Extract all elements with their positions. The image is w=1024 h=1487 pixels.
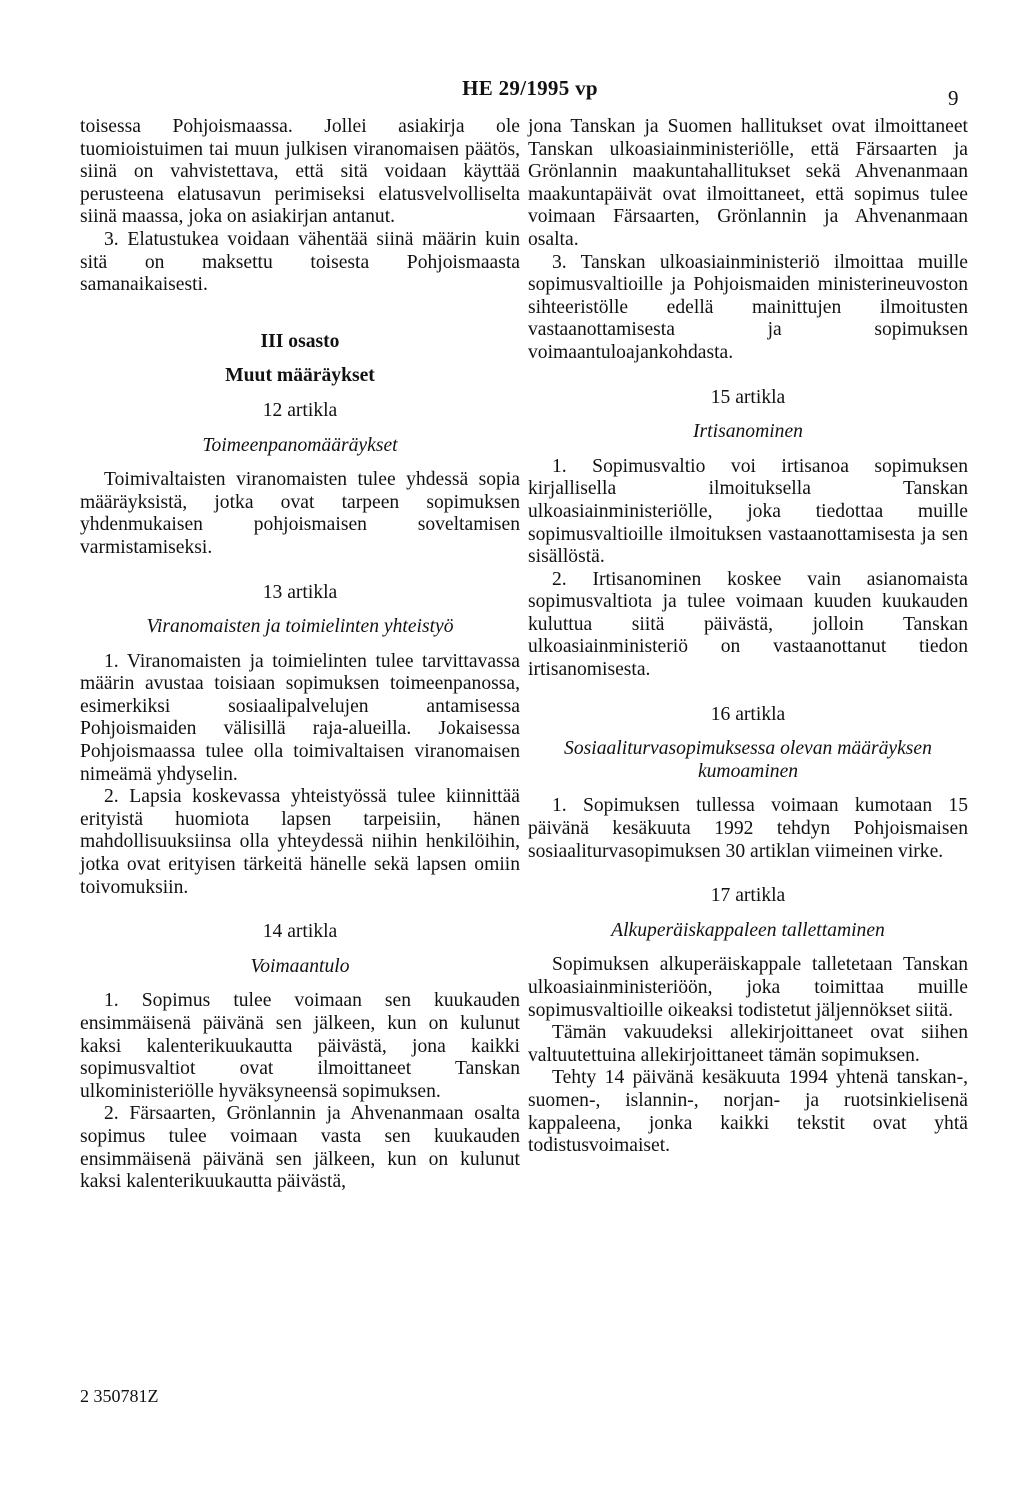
paragraph: 1. Viranomaisten ja toimielinten tulee tarvittavassa määrin avustaa toisiaan sopimuksen toimeenpanossa, esimerkiksi sosiaalipalvelujen antamisessa Pohjoismaiden välisillä raja-alueilla. Jokaisessa Pohjoismaassa tulee olla toimivaltaisen viranomaisen nimeämä yhdyselin. <box>80 650 520 785</box>
article-title: Voimaantulo <box>250 955 350 977</box>
paragraph: Toimivaltaisten viranomaisten tulee yhdessä sopia määräyksistä, jotka ovat tarpeen sopimuksen yhdenmukaisen pohjoismaisen soveltamisen varmistamiseksi. <box>80 469 520 558</box>
document-header: HE 29/1995 vp <box>462 76 598 100</box>
section-title: Muut määräykset <box>225 365 375 387</box>
article-number: 13 artikla <box>262 581 338 603</box>
article-number: 17 artikla <box>710 885 786 907</box>
paragraph: 3. Elatustukea voidaan vähentää siinä määrin kuin sitä on maksettu toisesta Pohjoismaasta samanaikaisesti. <box>80 228 520 296</box>
article-number: 12 artikla <box>262 399 338 421</box>
paragraph: 1. Sopimusvaltio voi irtisanoa sopimuksen kirjallisella ilmoituksella Tanskan ulkoasiainministeriölle, joka tiedottaa muille sopimusvaltioille ilmoituksen vastaanottamisesta ja sen sisällöstä. <box>528 455 968 568</box>
right-column <box>528 116 968 1158</box>
left-column <box>80 116 520 1194</box>
paragraph: 2. Irtisanominen koskee vain asianomaista sopimusvaltiota ja tulee voimaan kuuden kuukauden kuluttua siitä päivästä, jolloin Tanskan ulkoasiainministeriö on vastaanottanut tiedon irtisanomisesta. <box>528 568 968 681</box>
paragraph: Tämän vakuudeksi allekirjoittaneet ovat siihen valtuutettuina allekirjoittaneet tämän sopimuksen. <box>528 1022 968 1066</box>
article-title: Alkuperäiskappaleen tallettaminen <box>611 919 885 941</box>
paragraph: 1. Sopimus tulee voimaan sen kuukauden ensimmäisenä päivänä sen jälkeen, kun on kulunut kaksi kalenterikuukautta päivästä, jona kaikki sopimusvaltiot ovat ilmoittaneet Tanskan ulkoministeriölle hyväksyneensä sopimuksen. <box>80 990 520 1102</box>
paragraph: 1. Sopimuksen tullessa voimaan kumotaan 15 päivänä kesäkuuta 1992 tehdyn Pohjoismaisen sosiaaliturvasopimuksen 30 artiklan viimeinen virke. <box>528 795 968 862</box>
article-number: 14 artikla <box>262 921 338 943</box>
article-number: 15 artikla <box>710 386 786 408</box>
paragraph: 3. Tanskan ulkoasiainministeriö ilmoittaa muille sopimusvaltioille ja Pohjoismaiden ministerineuvoston sihteeristölle edellä mainittujen ilmoitusten vastaanottamisesta ja sopimuksen voimaantuloajankohdasta. <box>528 251 968 363</box>
print-code: 2 350781Z <box>80 1386 159 1406</box>
article-title: Toimeenpanomääräykset <box>202 434 398 456</box>
paragraph: 2. Lapsia koskevassa yhteistyössä tulee kiinnittää erityistä huomiota lapsen tarpeisiin, hänen mahdollisuuksiinsa olla yhteydessä niihin henkilöihin, jotka ovat erityisen tärkeitä hänelle sekä lapsen omiin toivomuksiin. <box>80 786 520 898</box>
page-number: 9 <box>948 86 959 110</box>
paragraph: Tehty 14 päivänä kesäkuuta 1994 yhtenä tanskan-, suomen-, islannin-, norjan- ja ruotsinkielisenä kappaleena, jonka kaikki tekstit ovat yhtä todistusvoimaiset. <box>528 1067 968 1157</box>
paragraph: Sopimuksen alkuperäiskappale talletetaan Tanskan ulkoasiainministeriöön, joka toimittaa muille sopimusvaltioille oikeaksi todistetut jäljennökset siitä. <box>528 954 968 1021</box>
article-title: Viranomaisten ja toimielinten yhteistyö <box>146 616 454 638</box>
article-title: Irtisanominen <box>693 421 803 443</box>
paragraph: 2. Färsaarten, Grönlannin ja Ahvenanmaan osalta sopimus tulee voimaan vasta sen kuukauden ensimmäisenä päivänä sen jälkeen, kun on kulunut kaksi kalenterikuukautta päivästä, <box>80 1103 520 1193</box>
paragraph: toisessa Pohjoismaassa. Jollei asiakirja ole tuomioistuimen tai muun julkisen viranomaisen päätös, siinä on vahvistettava, että sitä voidaan käyttää perusteena elatusavun perimiseksi elatusvelvolliselta siinä maassa, joka on asiakirjan antanut. <box>80 116 520 228</box>
article-number: 16 artikla <box>710 703 786 725</box>
section-heading: III osasto <box>260 330 340 352</box>
article-title: Sosiaaliturvasopimuksessa olevan määräyksen kumoaminen <box>564 738 932 782</box>
paragraph: jona Tanskan ja Suomen hallitukset ovat ilmoittaneet Tanskan ulkoasiainministeriölle, että Färsaarten ja Grönlannin maakuntahallitukset sekä Ahvenanmaan maakuntapäivät ovat ilmoittaneet, että sopimus tulee voimaan Färsaarten, Grönlannin ja Ahvenanmaan osalta. <box>528 116 968 250</box>
